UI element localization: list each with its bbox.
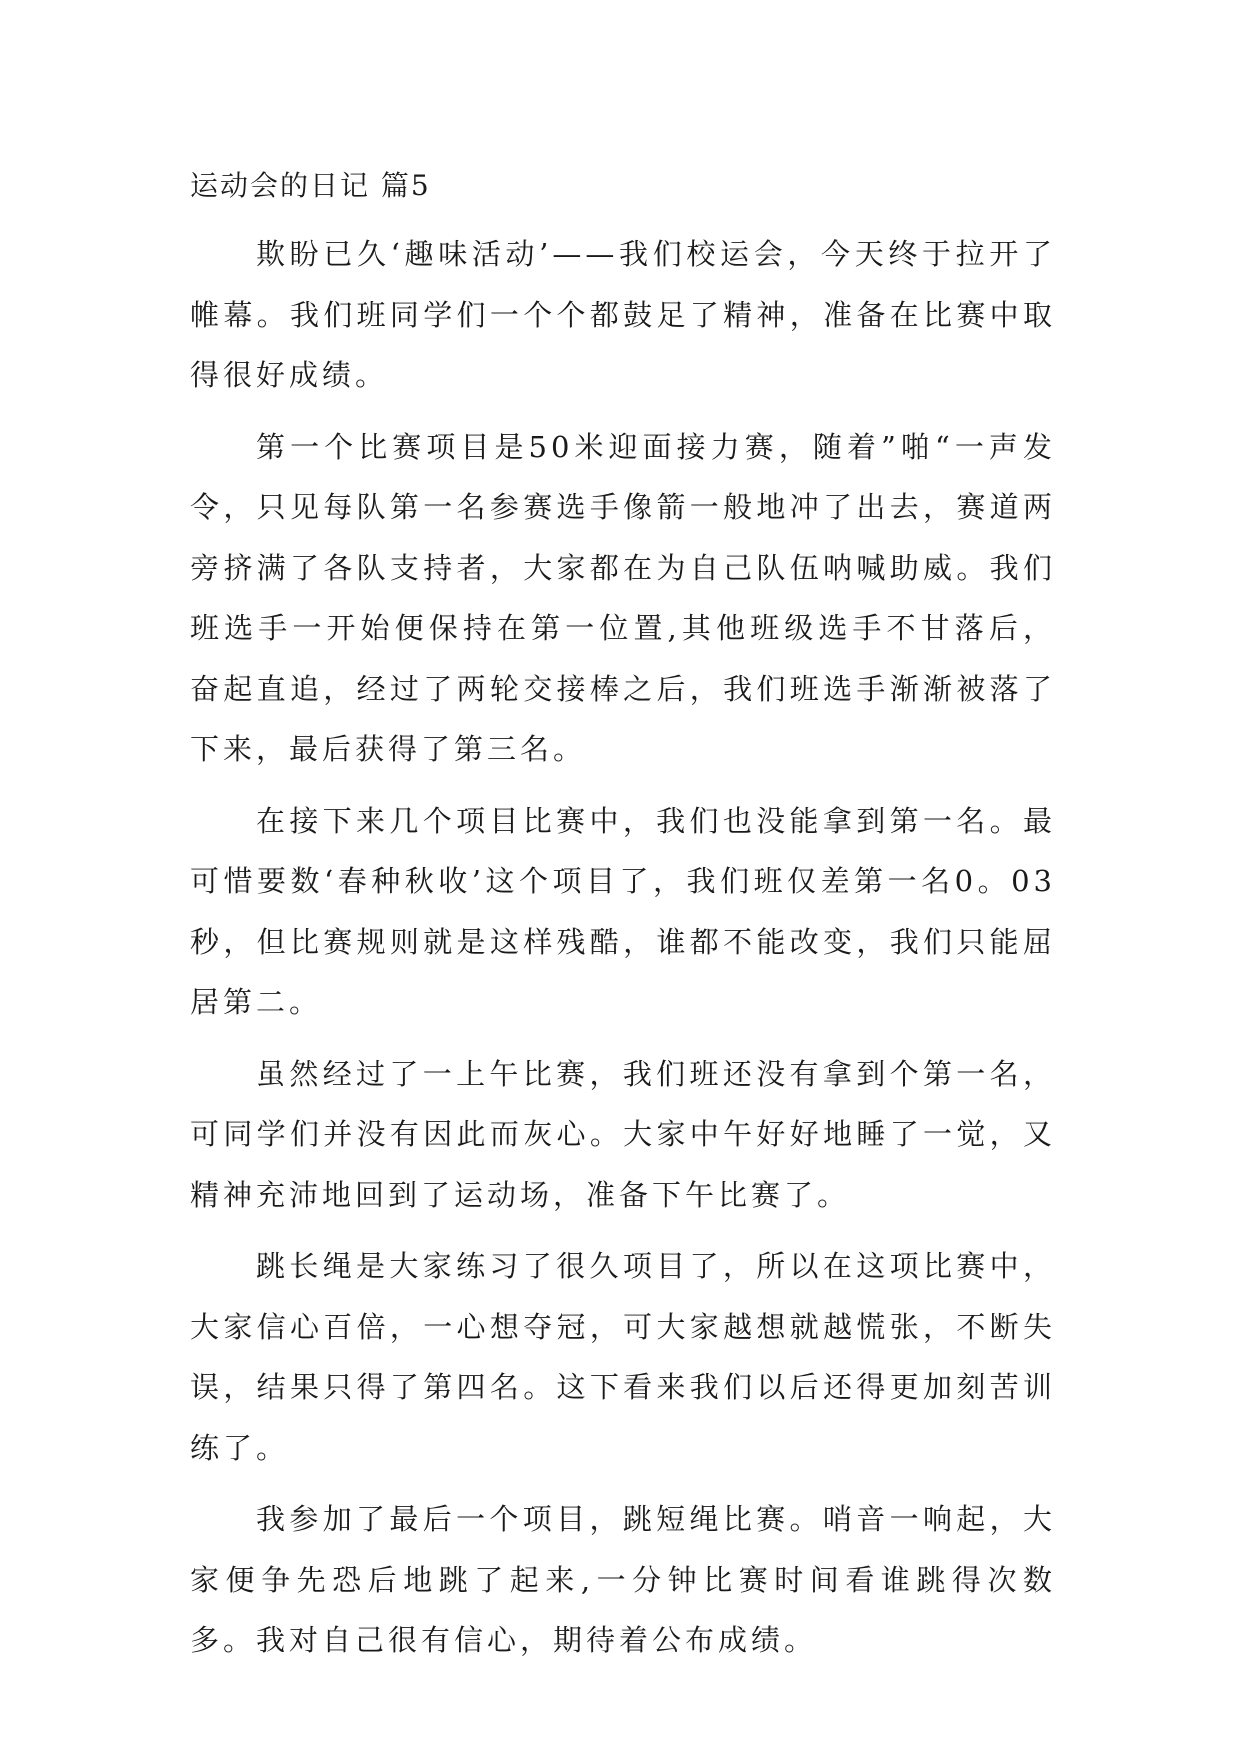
paragraph-4: 虽然经过了一上午比赛，我们班还没有拿到个第一名，可同学们并没有因此而灰心。大家中午好好地睡了一觉，又精神充沛地回到了运动场，准备下午比赛了。 <box>190 1056 1056 1212</box>
document-body <box>190 168 1056 1682</box>
document-title: 运动会的日记 篇5 <box>190 169 431 202</box>
paragraph-6: 我参加了最后一个项目，跳短绳比赛。哨音一响起，大家便争先恐后地跳了起来,一分钟比赛时间看谁跳得次数多。我对自己很有信心，期待着公布成绩。 <box>190 1502 1056 1657</box>
paragraph-5: 跳长绳是大家练习了很久项目了，所以在这项比赛中，大家信心百倍，一心想夺冠，可大家越想就越慌张，不断失误，结果只得了第四名。这下看来我们以后还得更加刻苦训练了。 <box>190 1249 1056 1465</box>
paragraph-3: 在接下来几个项目比赛中，我们也没能拿到第一名。最可惜要数‘春种秋收’这个项目了，我们班仅差第一名0。03秒，但比赛规则就是这样残酷，谁都不能改变，我们只能屈居第二。 <box>190 803 1056 1019</box>
paragraph-1: 欺盼已久‘趣味活动’——我们校运会，今天终于拉开了帷幕。我们班同学们一个个都鼓足了精神，准备在比赛中取得很好成绩。 <box>190 237 1056 392</box>
paragraph-2: 第一个比赛项目是50米迎面接力赛，随着”啪“一声发令，只见每队第一名参赛选手像箭一般地冲了出去，赛道两旁挤满了各队支持者，大家都在为自己队伍呐喊助威。我们班选手一开始便保持在第一位置,其他班级选手不甘落后，奋起直追，经过了两轮交接棒之后，我们班选手渐渐被落了下来，最后获得了第三名。 <box>190 429 1056 766</box>
